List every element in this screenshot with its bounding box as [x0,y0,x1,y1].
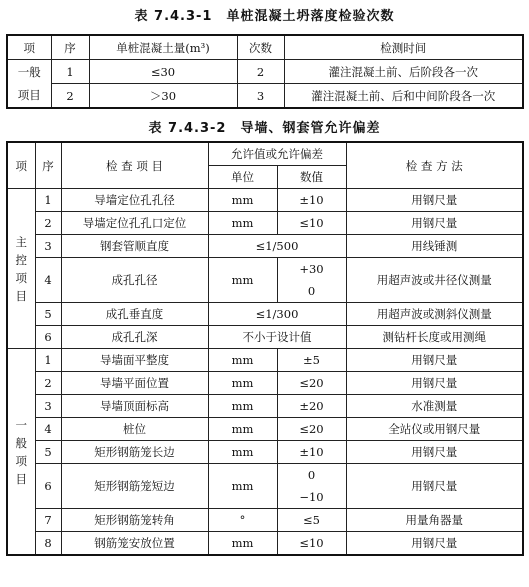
table-row [7,349,523,372]
row-unit: mm [208,212,277,235]
row-no: 1 [35,189,61,212]
row-item: 成孔孔径 [61,258,208,303]
table2-header-method: 检 查 方 法 [346,142,523,189]
row-value: ≤10 [277,212,346,235]
row-volume: ＞30 [89,84,237,109]
table2-header-unit: 单位 [208,166,277,189]
group-main-label: 主 控 项 目 [7,189,35,349]
row-method: 用钢尺量 [346,349,523,372]
row-method: 用量角器量 [346,509,523,532]
row-no: 2 [35,372,61,395]
table-row [7,212,523,235]
row-value-top: +30 [277,258,346,281]
row-item: 矩形钢筋笼转角 [61,509,208,532]
row-method: 用钢尺量 [346,212,523,235]
row-item: 导墙顶面标高 [61,395,208,418]
table2-header-row [7,142,523,166]
row-unit: mm [208,189,277,212]
row-volume: ≤30 [89,60,237,84]
table-row [7,372,523,395]
row-value: ≤20 [277,418,346,441]
table2 [6,141,524,556]
table-row [7,303,523,326]
row-value: ≤5 [277,509,346,532]
table1-header-no: 序 [51,35,89,60]
group-general-label: 一 般 项 目 [7,349,35,556]
row-method: 用钢尺量 [346,189,523,212]
row-unit: mm [208,441,277,464]
table-row [7,189,523,212]
table2-header-check-item: 检 查 项 目 [61,142,208,189]
row-method: 水准测量 [346,395,523,418]
row-item: 导墙定位孔孔口定位 [61,212,208,235]
table1-header-time: 检测时间 [284,35,523,60]
table1-header-row [7,35,523,60]
row-value: ≤10 [277,532,346,556]
row-item: 成孔孔深 [61,326,208,349]
row-item: 导墙平面位置 [61,372,208,395]
row-method: 用钢尺量 [346,464,523,509]
row-time: 灌注混凝土前、后阶段各一次 [284,60,523,84]
row-value: ≤20 [277,372,346,395]
row-no: 8 [35,532,61,556]
row-no: 1 [35,349,61,372]
row-merged-value: 不小于设计值 [208,326,346,349]
table-row [7,532,523,556]
table1-header-item: 项 [7,35,51,60]
row-item: 成孔垂直度 [61,303,208,326]
row-item: 导墙面平整度 [61,349,208,372]
row-value-top: 0 [277,464,346,487]
row-method: 用超声波或测斜仪测量 [346,303,523,326]
table-row [7,418,523,441]
row-value: ±5 [277,349,346,372]
row-method: 用超声波或井径仪测量 [346,258,523,303]
row-item: 矩形钢筋笼短边 [61,464,208,509]
row-value: ±10 [277,441,346,464]
table2-header-allow: 允许值或允许偏差 [208,142,346,166]
row-value: ±20 [277,395,346,418]
table-row [7,326,523,349]
row-method: 全站仪或用钢尺量 [346,418,523,441]
table2-header-no: 序 [35,142,61,189]
row-method: 用钢尺量 [346,372,523,395]
row-no: 2 [35,212,61,235]
table-row [7,258,523,281]
row-no: 5 [35,441,61,464]
row-count: 3 [237,84,284,109]
table1-header-volume: 单桩混凝土量(m³) [89,35,237,60]
row-unit: mm [208,464,277,509]
table-row [7,60,523,84]
row-no: 1 [51,60,89,84]
row-no: 6 [35,326,61,349]
row-merged-value: ≤1/500 [208,235,346,258]
table1-group-label-bottom: 项目 [7,84,51,109]
row-method: 用钢尺量 [346,532,523,556]
row-method: 测钻杆长度或用测绳 [346,326,523,349]
table2-header-value: 数值 [277,166,346,189]
table2-header-item: 项 [7,142,35,189]
row-method: 用钢尺量 [346,441,523,464]
row-value: ±10 [277,189,346,212]
table1 [6,34,524,109]
table1-header-count: 次数 [237,35,284,60]
row-unit: mm [208,532,277,556]
row-no: 6 [35,464,61,509]
row-no: 3 [35,235,61,258]
table1-group-label-top: 一般 [7,60,51,84]
row-no: 2 [51,84,89,109]
table-row [7,395,523,418]
row-time: 灌注混凝土前、后和中间阶段各一次 [284,84,523,109]
table-row [7,235,523,258]
table-row [7,464,523,487]
row-no: 4 [35,418,61,441]
row-no: 3 [35,395,61,418]
row-unit: mm [208,372,277,395]
row-item: 桩位 [61,418,208,441]
row-unit: mm [208,258,277,303]
row-no: 5 [35,303,61,326]
row-merged-value: ≤1/300 [208,303,346,326]
table-row [7,509,523,532]
row-unit: mm [208,395,277,418]
table-row [7,84,523,109]
row-count: 2 [237,60,284,84]
row-value-bottom: −10 [277,486,346,509]
table-row [7,441,523,464]
row-unit: ° [208,509,277,532]
row-unit: mm [208,418,277,441]
row-item: 钢套管顺直度 [61,235,208,258]
table1-title: 表 7.4.3-1 单桩混凝土坍落度检验次数 [134,9,395,24]
table2-title: 表 7.4.3-2 导墙、钢套管允许偏差 [148,121,381,136]
row-unit: mm [208,349,277,372]
row-method: 用线锤测 [346,235,523,258]
row-value-bottom: 0 [277,280,346,303]
row-item: 矩形钢筋笼长边 [61,441,208,464]
row-no: 7 [35,509,61,532]
row-no: 4 [35,258,61,303]
row-item: 导墙定位孔孔径 [61,189,208,212]
row-item: 钢筋笼安放位置 [61,532,208,556]
